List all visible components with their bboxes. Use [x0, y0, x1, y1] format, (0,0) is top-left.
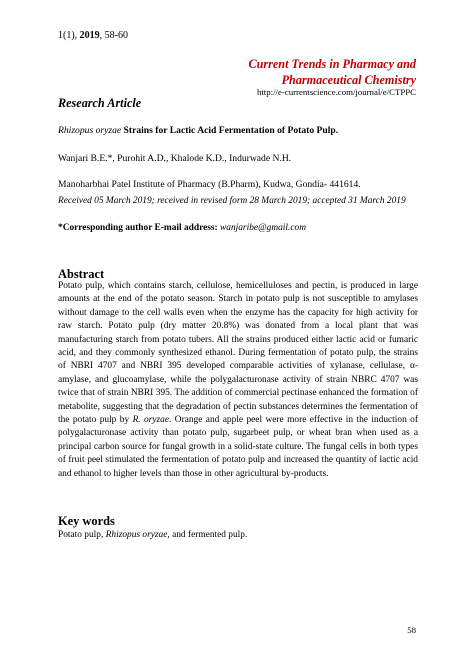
article-title	[58, 125, 338, 136]
keyword-3: and fermented pulp.	[169, 530, 248, 540]
volume-issue: 1(1),	[58, 30, 80, 41]
journal-name-line2: Pharmaceutical Chemistry	[281, 73, 416, 87]
title-rest: Strains for Lactic Acid Fermentation of Potato Pulp.	[121, 125, 339, 136]
authors: Wanjari B.E.*, Purohit A.D., Khalode K.D., Indurwade N.H.	[58, 153, 292, 164]
corresponding-label: *Corresponding author E-mail address:	[58, 223, 221, 233]
abstract-heading: Abstract	[58, 267, 105, 281]
abstract-text-1: Potato pulp, which contains starch, cellulose, hemicelluloses and pectin, is produced in large amounts at the end of the potato season. Starch in potato pulp is not susceptible to amylases without damage to the cell walls even when the enzyme has the capacity for high activity for raw starch. Potato pulp (dry matter 20.8%) was donated from a local plant that was manufacturing starch from potato tubers. All the strains produced either lactic acid or fumaric acid, and they commonly synthesized ethanol. During fermentation of potato pulp, the strains of NBRI 4707 and NBRI 395 developed comparable activities of xylanase, cellulase, α-amylase, and glucoamylase, while the polygalacturonase activity of strain NBRC 4707 was twice that of strain NBRI 395. The addition of commercial pectinase enhanced the formation of metabolite, suggesting that the degradation of pectin substances determines the fermentation of the potato pulp by	[58, 281, 418, 426]
keyword-1: Potato pulp,	[58, 530, 106, 540]
keywords-heading: Key words	[58, 514, 115, 528]
title-organism: Rhizopus oryzae	[58, 125, 122, 136]
corresponding-author	[58, 223, 306, 233]
journal-name-line1: Current Trends in Pharmacy and	[248, 57, 416, 71]
article-type: Research Article	[58, 96, 142, 110]
keyword-2: Rhizopus oryzae,	[105, 530, 170, 540]
journal-name	[196, 56, 416, 88]
abstract-organism: R. oryzae	[132, 415, 170, 426]
citation-line	[58, 30, 128, 41]
journal-url-link[interactable]: http://e-currentscience.com/journal/e/CTPPC	[256, 87, 416, 97]
pages: , 58-60	[99, 30, 129, 41]
keywords-list	[58, 530, 247, 540]
abstract-text-2: . Orange and apple peel were more effective in the induction of polygalacturonase activity than potato pulp, sugarbeet pulp, or wheat bran when used as a principal carbon source for fungal growth in a solid-state culture. The fungal cells in both types of fruit peel stimulated the fermentation of potato pulp and increased the quantity of lactic acid and ethanol to higher levels than those in other agricultural by-products.	[58, 415, 418, 479]
abstract-body	[58, 280, 418, 481]
affiliation: Manoharbhai Patel Institute of Pharmacy (B.Pharm), Kudwa, Gondia- 441614.	[58, 179, 361, 190]
corresponding-email[interactable]: wanjaribe@gmail.com	[220, 223, 306, 233]
year: 2019	[79, 30, 100, 41]
page-number: 58	[407, 625, 416, 635]
article-dates: Received 05 March 2019; received in revised form 28 March 2019; accepted 31 March 2019	[58, 196, 406, 206]
